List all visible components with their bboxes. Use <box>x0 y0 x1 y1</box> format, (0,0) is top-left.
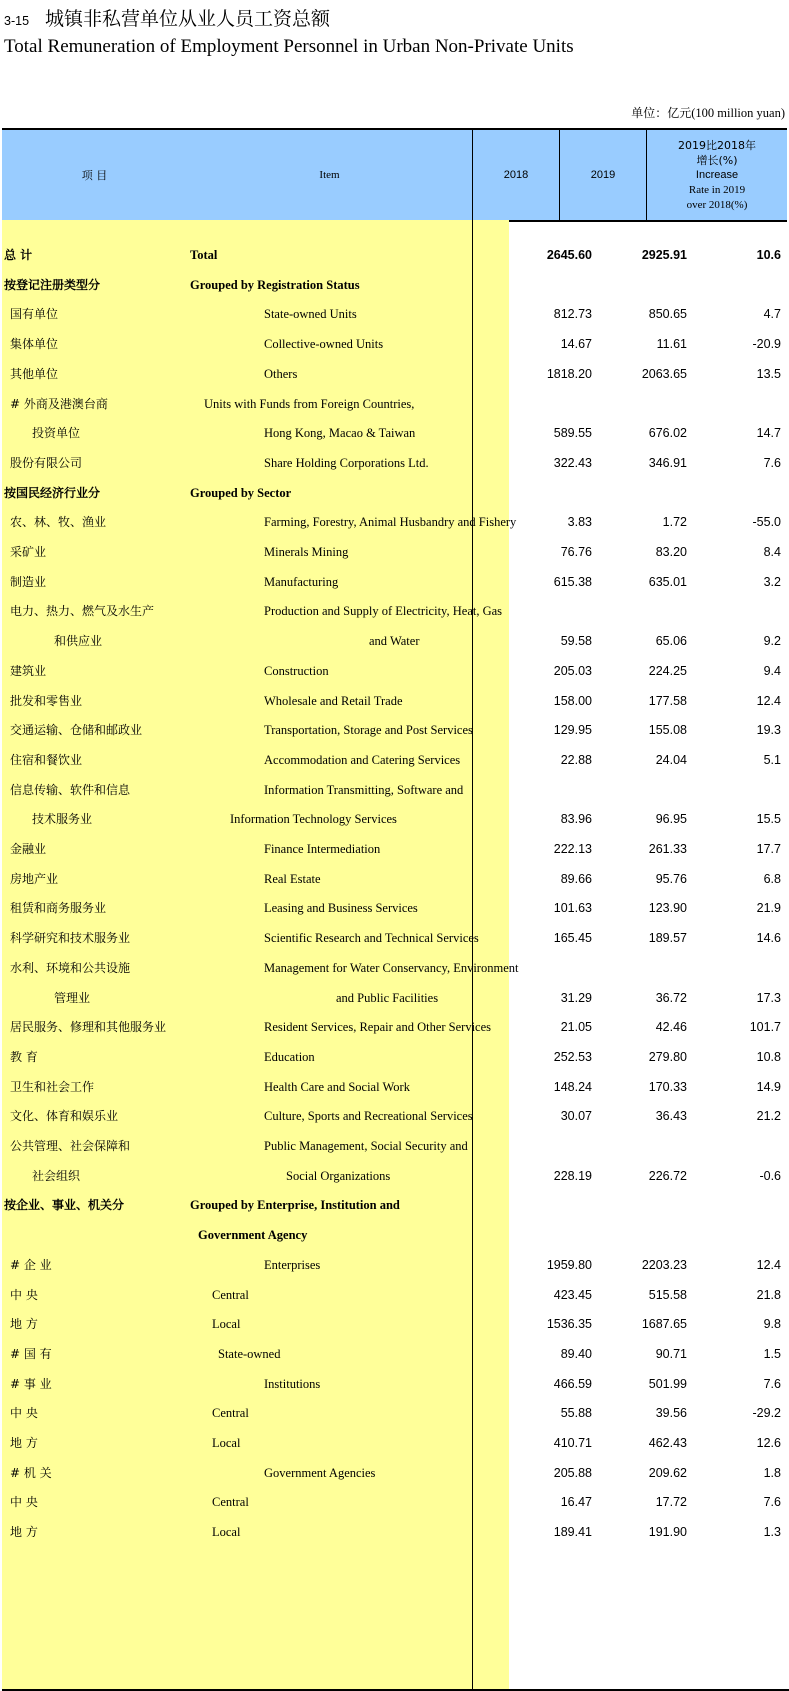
value-rate: 7.6 <box>763 1376 781 1391</box>
table-row <box>2 239 789 271</box>
row-label-cn: # 外商及港澳台商 <box>10 396 108 411</box>
value-2019: 224.25 <box>648 663 687 678</box>
value-rate: -55.0 <box>752 515 781 530</box>
value-2019: 90.71 <box>655 1346 687 1361</box>
value-rate: 10.6 <box>756 248 781 262</box>
value-2018: 89.40 <box>560 1346 592 1361</box>
value-2019: 36.72 <box>655 990 687 1005</box>
row-label-cn: 其他单位 <box>10 366 59 381</box>
row-label-en: Total <box>190 248 218 262</box>
row-label-en: Central <box>212 1495 249 1510</box>
value-2018: 31.29 <box>560 990 592 1005</box>
row-label-en: and Water <box>369 634 420 649</box>
header-item-cn: 项 目 <box>81 168 108 182</box>
value-2019: 2203.23 <box>641 1257 687 1272</box>
value-rate: 14.7 <box>756 426 781 441</box>
row-label-en: Grouped by Sector <box>190 485 292 500</box>
value-2018: 30.07 <box>560 1109 592 1124</box>
row-label-en: State-owned Units <box>264 307 357 322</box>
value-2019: 123.90 <box>648 901 687 916</box>
table-row <box>2 1486 789 1518</box>
value-2019: 24.04 <box>655 752 687 767</box>
table-row <box>2 536 789 568</box>
value-2019: 462.43 <box>648 1436 687 1450</box>
row-label-en: Government Agencies <box>264 1465 376 1480</box>
value-rate: 1.5 <box>763 1346 781 1361</box>
value-2018: 812.73 <box>553 307 592 322</box>
table-row <box>2 952 789 984</box>
value-rate: 10.8 <box>756 1049 781 1064</box>
row-label-en: Leasing and Business Services <box>264 901 418 916</box>
row-label-en: Units with Funds from Foreign Countries, <box>204 396 415 411</box>
value-2018: 205.03 <box>553 663 592 678</box>
value-2018: 228.19 <box>553 1168 592 1183</box>
row-label-en: Local <box>212 1317 241 1332</box>
row-label-cn: 中 央 <box>10 1406 38 1421</box>
value-rate: 19.3 <box>756 723 781 738</box>
row-label-cn: 科学研究和技术服务业 <box>10 931 131 946</box>
value-2019: 39.56 <box>655 1406 687 1421</box>
value-2018: 1536.35 <box>546 1317 592 1332</box>
row-label-en: and Public Facilities <box>336 990 439 1005</box>
row-label-en: Health Care and Social Work <box>264 1079 410 1094</box>
header-rate-line: 2019比2018年 <box>678 138 756 152</box>
table-row <box>2 358 789 390</box>
row-label-cn: 投资单位 <box>32 426 81 441</box>
row-label-en: Grouped by Registration Status <box>190 277 360 292</box>
table-row <box>2 1457 789 1489</box>
table-row <box>2 744 789 776</box>
value-2018: 252.53 <box>553 1049 592 1064</box>
row-label-cn: # 企 业 <box>10 1257 52 1272</box>
value-2018: 55.88 <box>560 1406 592 1421</box>
value-rate: 5.1 <box>763 752 781 767</box>
column-divider <box>646 128 647 220</box>
row-label-cn: 公共管理、社会保障和 <box>10 1139 131 1153</box>
row-label-cn: 总 计 <box>4 248 33 262</box>
row-label-en: Culture, Sports and Recreational Services <box>264 1109 473 1124</box>
table-header <box>2 128 787 222</box>
row-label-cn: 电力、热力、燃气及水生产 <box>10 604 155 619</box>
value-2019: 850.65 <box>648 307 687 322</box>
row-label-en: Scientific Research and Technical Services <box>264 931 479 946</box>
title-cn-text: 城镇非私营单位从业人员工资总额 <box>45 8 331 30</box>
header-item-en: Item <box>319 168 340 181</box>
row-label-cn: 采矿业 <box>10 545 47 559</box>
row-label-cn: 集体单位 <box>10 337 59 352</box>
value-2019: 1687.65 <box>641 1317 687 1332</box>
row-label-en: Education <box>264 1049 315 1064</box>
header-rate-line: 增长(%) <box>696 153 738 167</box>
value-rate: 14.9 <box>756 1079 781 1094</box>
row-label-cn: 批发和零售业 <box>10 693 83 708</box>
header-2018: 2018 <box>503 168 529 181</box>
row-label-cn: 交通运输、仓储和邮政业 <box>10 723 143 738</box>
value-2018: 21.05 <box>560 1020 592 1035</box>
table-row <box>2 269 789 301</box>
row-label-en: Real Estate <box>264 871 321 886</box>
table-row <box>2 506 789 538</box>
value-2018: 76.76 <box>560 545 592 559</box>
row-label-en: Construction <box>264 663 329 678</box>
value-rate: 21.2 <box>756 1109 781 1124</box>
value-2018: 158.00 <box>553 693 592 708</box>
value-2018: 22.88 <box>560 752 592 767</box>
value-2018: 3.83 <box>567 515 592 530</box>
value-2019: 177.58 <box>648 693 687 708</box>
header-rate-line: Increase <box>695 168 739 181</box>
value-rate: 9.4 <box>763 663 781 678</box>
value-2019: 261.33 <box>648 842 687 856</box>
unit-cn: 单位：亿元 <box>631 106 692 120</box>
value-2018: 410.71 <box>553 1436 592 1450</box>
value-rate: -0.6 <box>759 1168 781 1183</box>
value-2018: 83.96 <box>560 812 592 827</box>
value-2018: 466.59 <box>553 1376 592 1391</box>
row-label-en: Information Technology Services <box>230 812 397 827</box>
table-row <box>2 1338 789 1370</box>
value-rate: 8.4 <box>763 545 781 559</box>
row-label-cn: 股份有限公司 <box>10 455 83 470</box>
value-rate: 9.8 <box>763 1317 781 1332</box>
value-2018: 165.45 <box>553 931 592 946</box>
row-label-en: State-owned <box>218 1346 281 1361</box>
row-label-cn: 文化、体育和娱乐业 <box>10 1109 119 1124</box>
row-label-en: Local <box>212 1436 241 1450</box>
row-label-en: Central <box>212 1406 249 1421</box>
value-2019: 170.33 <box>648 1079 687 1094</box>
table-row <box>2 417 789 449</box>
row-label-cn: 教 育 <box>10 1049 38 1064</box>
table-row <box>2 803 789 835</box>
value-2018: 322.43 <box>553 455 592 470</box>
row-label-en: Management for Water Conservancy, Environment <box>264 960 519 975</box>
value-2019: 96.95 <box>655 812 687 827</box>
value-2018: 222.13 <box>553 842 592 856</box>
value-2019: 191.90 <box>648 1525 687 1540</box>
value-rate: 17.7 <box>756 842 781 856</box>
table-row <box>2 1427 789 1459</box>
header-rate <box>647 130 787 220</box>
value-2019: 95.76 <box>655 871 687 886</box>
row-label-en: Hong Kong, Macao & Taiwan <box>264 426 416 441</box>
table-row <box>2 922 789 954</box>
column-divider <box>559 128 560 220</box>
header-rate-line: over 2018(%) <box>686 198 748 211</box>
unit-label <box>631 104 785 121</box>
row-label-cn: 中 央 <box>10 1287 38 1302</box>
table-row <box>2 1368 789 1400</box>
row-label-en: Institutions <box>264 1376 321 1391</box>
row-label-cn: 按登记注册类型分 <box>4 277 101 292</box>
value-2018: 101.63 <box>553 901 592 916</box>
row-label-cn: 建筑业 <box>10 663 47 678</box>
row-label-cn: 水利、环境和公共设施 <box>10 960 131 975</box>
table-row <box>2 1160 789 1192</box>
value-2019: 36.43 <box>655 1109 687 1124</box>
table-row <box>2 774 789 806</box>
table-row <box>2 1189 789 1221</box>
table-row <box>2 1249 789 1281</box>
table-row <box>2 1308 789 1340</box>
value-2018: 1818.20 <box>546 366 592 381</box>
value-rate: 6.8 <box>763 871 781 886</box>
row-label-cn: 技术服务业 <box>32 812 93 827</box>
table-row <box>2 1279 789 1311</box>
row-label-cn: 按国民经济行业分 <box>4 485 101 500</box>
table-row <box>2 477 789 509</box>
row-label-en: Wholesale and Retail Trade <box>264 693 403 708</box>
value-2018: 1959.80 <box>546 1257 592 1272</box>
table-row <box>2 566 789 598</box>
table-row <box>2 1041 789 1073</box>
table-number: 3-15 <box>4 14 30 28</box>
table-row <box>2 863 789 895</box>
value-rate: 7.6 <box>763 455 781 470</box>
table-row <box>2 298 789 330</box>
row-label-cn: 中 央 <box>10 1495 38 1510</box>
table-row <box>2 328 789 360</box>
row-label-en: Public Management, Social Security and <box>264 1139 468 1153</box>
value-2018: 205.88 <box>553 1465 592 1480</box>
value-2018: 59.58 <box>560 634 592 649</box>
value-2019: 279.80 <box>648 1049 687 1064</box>
row-label-en: Government Agency <box>198 1228 308 1243</box>
value-rate: 3.2 <box>763 574 781 589</box>
value-2019: 65.06 <box>655 634 687 649</box>
row-label-en: Central <box>212 1287 249 1302</box>
table-row <box>2 1219 789 1251</box>
table-row <box>2 1130 789 1162</box>
value-2018: 16.47 <box>560 1495 592 1510</box>
value-rate: 101.7 <box>749 1020 781 1035</box>
row-label-cn: 制造业 <box>10 574 47 589</box>
value-rate: 12.4 <box>756 693 781 708</box>
table-row <box>2 1516 789 1548</box>
row-label-en: Enterprises <box>264 1257 321 1272</box>
value-2018: 423.45 <box>553 1287 592 1302</box>
row-label-cn: 住宿和餐饮业 <box>10 752 83 767</box>
row-label-cn: # 国 有 <box>10 1346 52 1361</box>
row-label-en: Manufacturing <box>264 574 339 589</box>
value-rate: 15.5 <box>756 812 781 827</box>
value-2019: 42.46 <box>655 1020 687 1035</box>
row-label-cn: 金融业 <box>10 842 47 856</box>
value-rate: 14.6 <box>756 931 781 946</box>
value-2018: 189.41 <box>553 1525 592 1540</box>
table-row <box>2 1397 789 1429</box>
table-row <box>2 655 789 687</box>
value-rate: 4.7 <box>763 307 781 322</box>
value-2019: 346.91 <box>648 455 687 470</box>
value-2019: 155.08 <box>648 723 687 738</box>
value-rate: 12.4 <box>756 1257 781 1272</box>
table-row <box>2 892 789 924</box>
row-label-cn: 租赁和商务服务业 <box>10 901 107 916</box>
row-label-en: Farming, Forestry, Animal Husbandry and Fishery <box>264 515 517 530</box>
value-2018: 615.38 <box>553 574 592 589</box>
value-2018: 2645.60 <box>546 248 592 262</box>
table-row <box>2 1100 789 1132</box>
row-label-cn: 居民服务、修理和其他服务业 <box>10 1020 167 1035</box>
value-rate: -20.9 <box>752 337 781 352</box>
value-2019: 515.58 <box>648 1287 687 1302</box>
value-2019: 2925.91 <box>641 248 687 262</box>
row-label-en: Share Holding Corporations Ltd. <box>264 455 429 470</box>
value-rate: 12.6 <box>756 1436 781 1450</box>
value-rate: 1.8 <box>763 1465 781 1480</box>
row-label-en: Others <box>264 366 298 381</box>
row-label-cn: 农、林、牧、渔业 <box>10 515 107 530</box>
table-row <box>2 685 789 717</box>
row-label-cn: # 事 业 <box>10 1376 52 1391</box>
table-row <box>2 1071 789 1103</box>
table-row <box>2 982 789 1014</box>
value-2018: 14.67 <box>560 337 592 352</box>
row-label-en: Finance Intermediation <box>264 842 381 856</box>
value-2019: 1.72 <box>662 515 687 530</box>
value-2018: 89.66 <box>560 871 592 886</box>
value-rate: -29.2 <box>752 1406 781 1421</box>
table-row <box>2 388 789 420</box>
row-label-en: Collective-owned Units <box>264 337 384 352</box>
value-2019: 2063.65 <box>641 366 687 381</box>
value-2019: 83.20 <box>655 545 687 559</box>
unit-en: (100 million yuan) <box>691 106 785 120</box>
header-rate-line: Rate in 2019 <box>688 183 746 196</box>
value-2019: 676.02 <box>648 426 687 441</box>
value-2019: 209.62 <box>648 1465 687 1480</box>
row-label-cn: 地 方 <box>10 1317 38 1332</box>
row-label-cn: 房地产业 <box>10 871 59 886</box>
table-row <box>2 447 789 479</box>
row-label-en: Transportation, Storage and Post Services <box>264 723 473 738</box>
value-2018: 129.95 <box>553 723 592 738</box>
row-label-cn: 和供应业 <box>54 634 103 649</box>
value-2018: 589.55 <box>553 426 592 441</box>
row-label-cn: 国有单位 <box>10 307 59 322</box>
row-label-cn: 地 方 <box>10 1525 38 1540</box>
row-label-cn: 地 方 <box>10 1436 38 1450</box>
value-rate: 17.3 <box>756 990 781 1005</box>
value-2019: 635.01 <box>648 574 687 589</box>
table-row <box>2 833 789 865</box>
row-label-en: Social Organizations <box>286 1168 391 1183</box>
value-2018: 148.24 <box>553 1079 592 1094</box>
page-title-en: Total Remuneration of Employment Personnel in Urban Non-Private Units <box>4 36 574 57</box>
row-label-en: Accommodation and Catering Services <box>264 752 461 767</box>
row-label-cn: 按企业、事业、机关分 <box>4 1198 125 1213</box>
value-rate: 13.5 <box>756 366 781 381</box>
row-label-en: Minerals Mining <box>264 545 349 559</box>
value-2019: 189.57 <box>648 931 687 946</box>
value-2019: 226.72 <box>648 1168 687 1183</box>
header-2019: 2019 <box>590 168 616 181</box>
row-label-en: Information Transmitting, Software and <box>264 782 464 797</box>
row-label-cn: 信息传输、软件和信息 <box>10 782 131 797</box>
value-rate: 21.9 <box>756 901 781 916</box>
value-rate: 1.3 <box>763 1525 781 1540</box>
row-label-cn: 社会组织 <box>32 1168 81 1183</box>
row-label-cn: 卫生和社会工作 <box>10 1079 95 1094</box>
row-label-cn: # 机 关 <box>10 1465 52 1480</box>
table-row <box>2 714 789 746</box>
value-rate: 9.2 <box>763 634 781 649</box>
row-label-en: Local <box>212 1525 241 1540</box>
table-row <box>2 1011 789 1043</box>
value-2019: 11.61 <box>656 337 687 352</box>
row-label-en: Grouped by Enterprise, Institution and <box>190 1198 400 1213</box>
page-title-cn <box>4 4 330 31</box>
row-label-en: Resident Services, Repair and Other Services <box>264 1020 492 1035</box>
table-row <box>2 595 789 627</box>
row-label-en: Production and Supply of Electricity, Heat, Gas <box>264 604 503 619</box>
value-rate: 21.8 <box>756 1287 781 1302</box>
value-2019: 501.99 <box>648 1376 687 1391</box>
table-row <box>2 625 789 657</box>
value-rate: 7.6 <box>763 1495 781 1510</box>
row-label-cn: 管理业 <box>54 990 91 1005</box>
value-2019: 17.72 <box>655 1495 687 1510</box>
